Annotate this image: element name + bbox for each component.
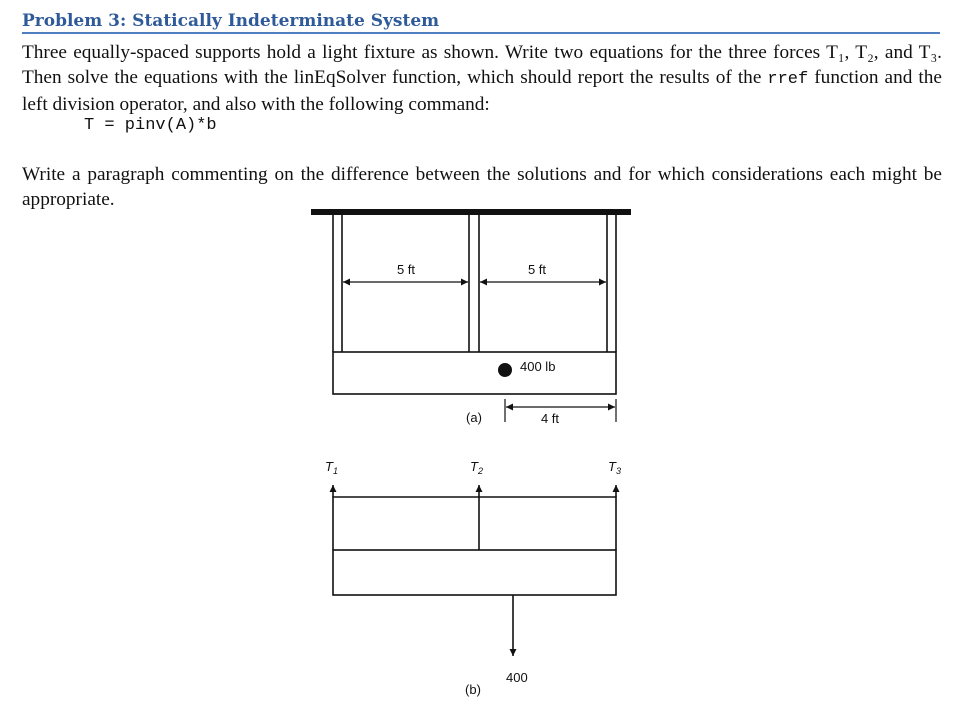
paragraph-instruction: Write a paragraph commenting on the difference between the solutions and for which considerations each might be appropriate. [22, 164, 942, 210]
pinv-command: T = pinv(A)*b [84, 116, 217, 135]
figure-b [325, 459, 621, 697]
figure-a [311, 209, 631, 426]
load-value-b: 400 [506, 670, 528, 685]
caption-a: (a) [466, 410, 482, 425]
ceiling [311, 209, 631, 215]
top-bracket [333, 497, 616, 550]
load-point [498, 363, 512, 377]
offset-label: 4 ft [540, 411, 560, 426]
fixture-b [333, 550, 616, 595]
t1-label: $T_1$ [325, 459, 338, 476]
problem-title: Problem 3: Statically Indeterminate System [22, 11, 940, 34]
rref-code: rref [767, 70, 809, 89]
load-label: 400 lb [520, 359, 556, 374]
dim-label-left: 5 ft [396, 262, 416, 277]
t2-label: $T_2$ [470, 459, 483, 476]
support-cables [333, 215, 616, 352]
dim-label-right: 5 ft [527, 262, 547, 277]
statement-part-1: Three equally-spaced supports hold a light fixture as shown. Write two equations for the three forces T₁, T₂, and T₃. Then solve the equations with the linEqSolver function, which should report the results of the [22, 42, 942, 88]
fixture-a [333, 352, 616, 394]
statement-part-2: function and the left division operator, and also with the following command: [22, 67, 942, 115]
t3-label: $T_3$ [608, 459, 621, 476]
caption-b: (b) [465, 682, 481, 697]
